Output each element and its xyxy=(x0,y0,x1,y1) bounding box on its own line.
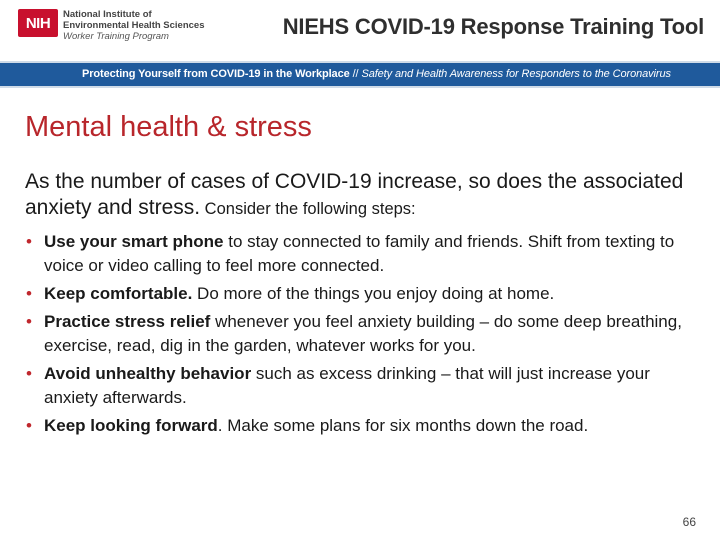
tips-list xyxy=(25,230,705,442)
banner-separator: // xyxy=(349,68,362,80)
nih-logo xyxy=(18,9,58,37)
banner-part-2: Safety and Health Awareness for Responders to the Coronavirus xyxy=(361,68,671,80)
org-name xyxy=(63,9,205,42)
bullet-glyph: • xyxy=(26,284,32,303)
org-line-2: Environmental Health Sciences xyxy=(63,20,205,31)
bullet-text: Do more of the things you enjoy doing at home. xyxy=(192,284,555,303)
bullet-text: . Make some plans for six months down the road. xyxy=(217,416,589,435)
list-item xyxy=(25,362,705,410)
intro-paragraph xyxy=(25,169,705,222)
org-line-1: National Institute of xyxy=(63,9,152,20)
bullet-text: whenever you feel anxiety building – do some deep breathing, exercise, read, dig in the garden, whatever works for you. xyxy=(44,312,682,355)
bullet-bold: Practice stress relief xyxy=(44,312,211,331)
bullet-bold: Avoid unhealthy behavior xyxy=(44,364,252,383)
list-item xyxy=(25,282,705,306)
banner-part-1: Protecting Yourself from COVID-19 in the Workplace xyxy=(82,68,350,80)
bullet-bold: Keep looking forward xyxy=(44,416,218,435)
header xyxy=(0,0,720,60)
bullet-bold: Use your smart phone xyxy=(44,232,224,251)
intro-large-text: As the number of cases of COVID-19 increase, so does the associated anxiety and stress. xyxy=(25,170,684,219)
nih-logo-text: NIH xyxy=(25,14,51,32)
subtitle-banner xyxy=(0,61,720,88)
list-item xyxy=(25,310,705,358)
slide-title: Mental health & stress xyxy=(25,111,312,143)
bullet-glyph: • xyxy=(26,312,32,331)
org-line-3: Worker Training Program xyxy=(63,31,169,42)
tool-title: NIEHS COVID-19 Response Training Tool xyxy=(282,14,704,39)
bullet-glyph: • xyxy=(26,364,32,383)
bullet-bold: Keep comfortable. xyxy=(44,284,193,303)
intro-small-text: Consider the following steps: xyxy=(200,200,416,218)
banner-text xyxy=(82,68,671,80)
bullet-text: to stay connected to family and friends. Shift from texting to voice or video calling to feel more connected. xyxy=(44,232,675,275)
bullet-glyph: • xyxy=(26,416,32,435)
bullet-glyph: • xyxy=(26,232,32,251)
page-number: 66 xyxy=(682,515,696,529)
list-item xyxy=(25,230,705,278)
list-item xyxy=(25,414,705,438)
bullet-text: such as excess drinking – that will just increase your anxiety afterwards. xyxy=(44,364,650,407)
